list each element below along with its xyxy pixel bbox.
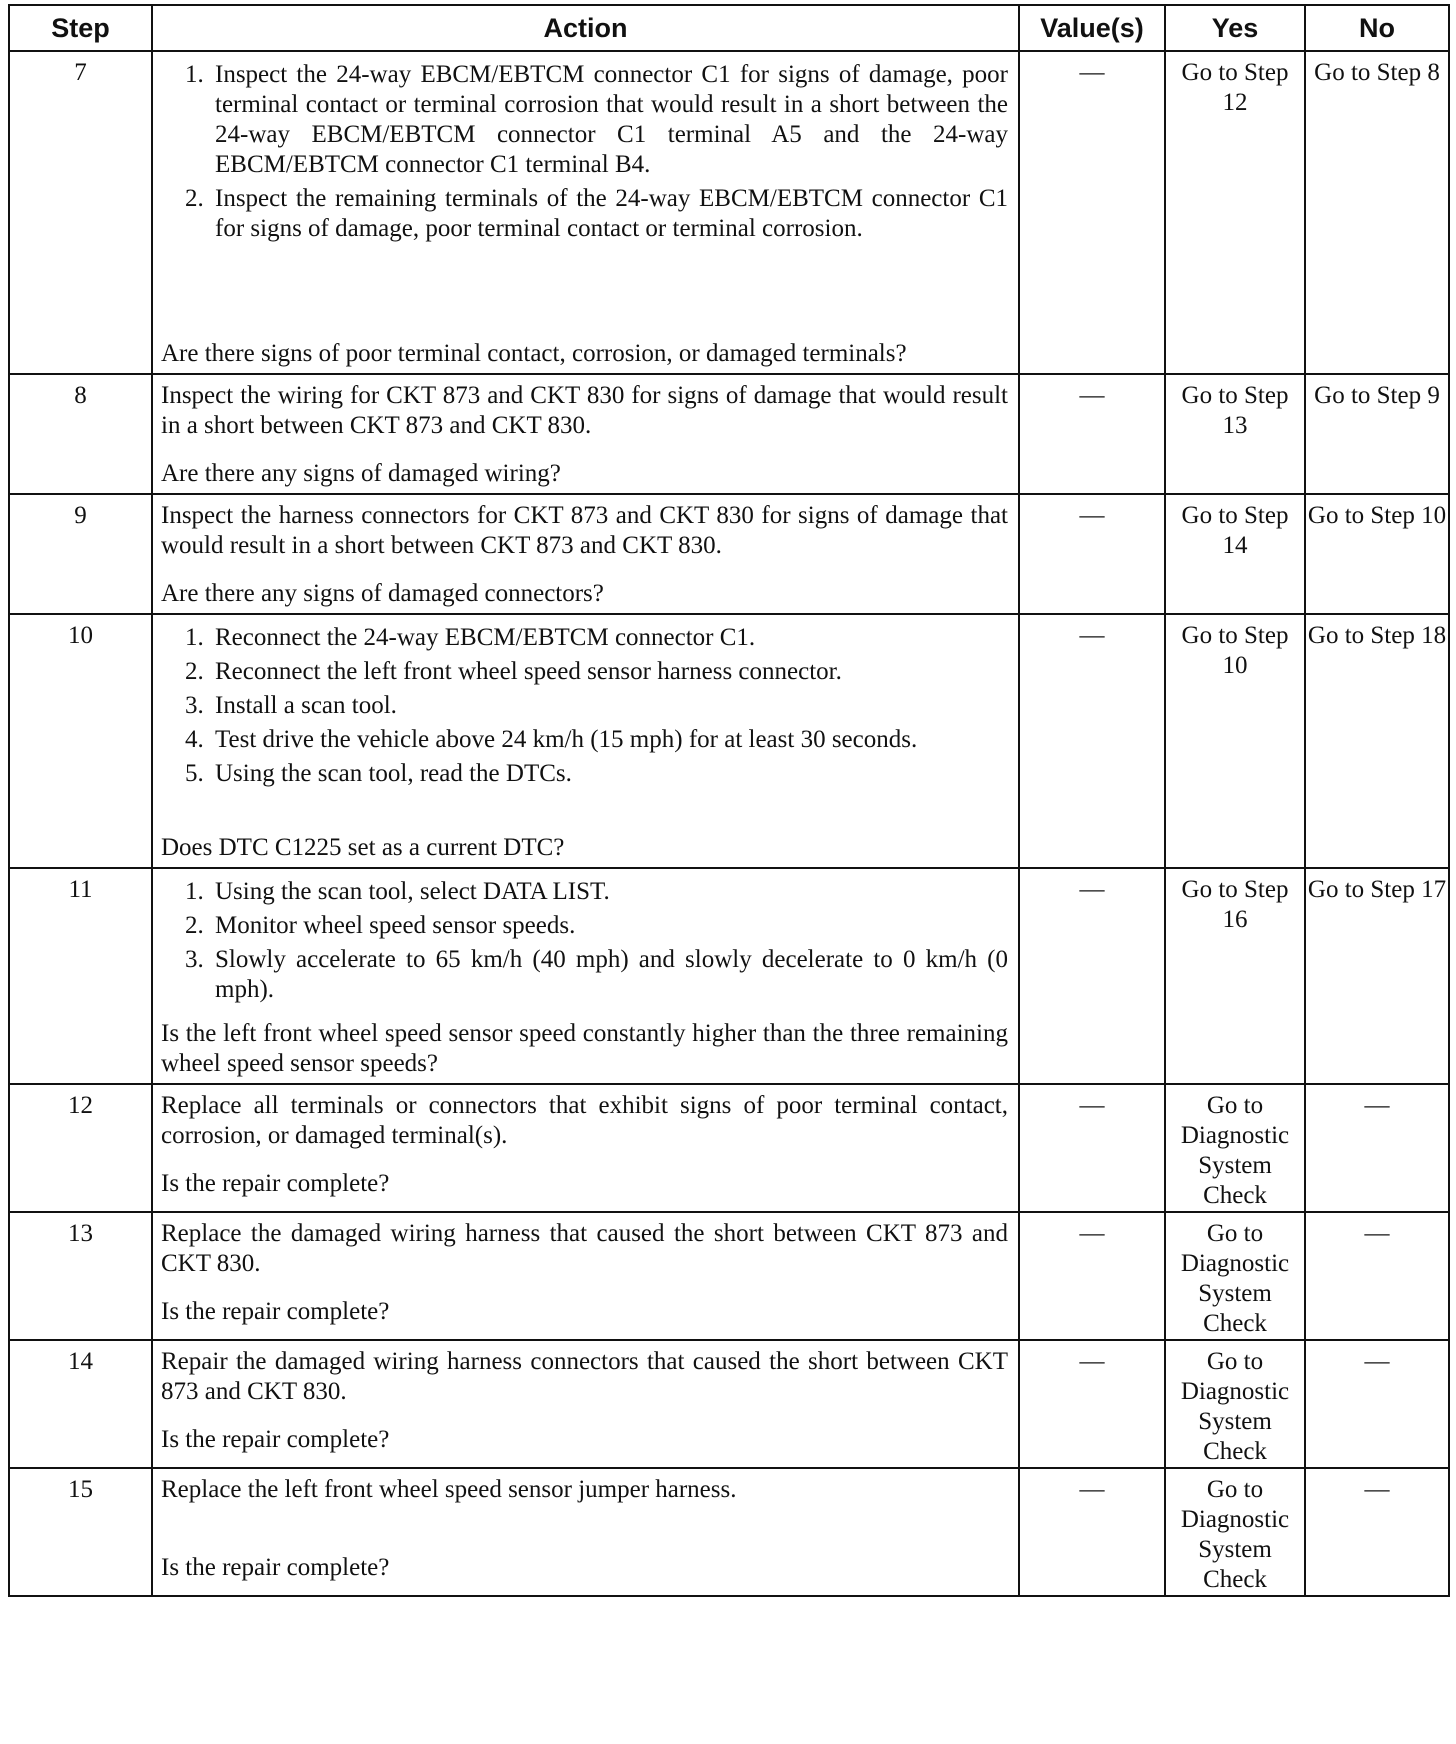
header-step: Step — [9, 5, 152, 51]
step-number: 9 — [9, 494, 152, 614]
table-row — [9, 1468, 1449, 1596]
step-number: 7 — [9, 51, 152, 374]
instruction-number: 3. — [185, 946, 204, 973]
action-question: Is the repair complete? — [161, 1298, 390, 1325]
yes-cell: Go to Step 12 — [1165, 51, 1305, 374]
no-cell: — — [1305, 1084, 1449, 1212]
action-cell — [152, 51, 1019, 374]
action-cell — [152, 1340, 1019, 1468]
instruction-item — [185, 623, 1008, 653]
step-number: 13 — [9, 1212, 152, 1340]
action-content — [161, 873, 1008, 1079]
action-instructions — [161, 873, 1008, 1009]
table-row — [9, 868, 1449, 1084]
instruction-text: Inspect the harness connectors for CKT 873 and CKT 830 for signs of damage that would result in a short between CKT 873 and CKT 830. — [161, 502, 1008, 559]
instruction-item — [185, 911, 1008, 941]
yes-cell: Go to Step 14 — [1165, 494, 1305, 614]
table-row — [9, 1084, 1449, 1212]
action-content — [161, 56, 1008, 369]
instruction-text: Reconnect the 24-way EBCM/EBTCM connector C1. — [215, 624, 756, 651]
instruction-item — [185, 60, 1008, 180]
action-content — [161, 1345, 1008, 1455]
instruction-item — [185, 184, 1008, 244]
value-cell: — — [1019, 1212, 1165, 1340]
header-no: No — [1305, 5, 1449, 51]
yes-cell: Go to Diagnostic System Check — [1165, 1084, 1305, 1212]
value-cell: — — [1019, 1084, 1165, 1212]
header-values: Value(s) — [1019, 5, 1165, 51]
action-instructions — [161, 1217, 1008, 1279]
table-row — [9, 374, 1449, 494]
instruction-text: Install a scan tool. — [215, 692, 397, 719]
action-content — [161, 1217, 1008, 1327]
instruction-text: Using the scan tool, read the DTCs. — [215, 760, 572, 787]
instruction-number: 1. — [185, 61, 204, 88]
action-question: Is the repair complete? — [161, 1554, 390, 1581]
no-cell: — — [1305, 1340, 1449, 1468]
no-cell: Go to Step 9 — [1305, 374, 1449, 494]
yes-cell: Go to Step 10 — [1165, 614, 1305, 868]
action-cell — [152, 614, 1019, 868]
value-cell: — — [1019, 868, 1165, 1084]
action-cell — [152, 374, 1019, 494]
action-question: Are there any signs of damaged wiring? — [161, 460, 561, 487]
no-cell: Go to Step 10 — [1305, 494, 1449, 614]
instruction-text: Replace the damaged wiring harness that caused the short between CKT 873 and CKT 830. — [161, 1220, 1008, 1277]
no-cell: — — [1305, 1468, 1449, 1596]
table-row — [9, 1212, 1449, 1340]
instruction-number: 4. — [185, 726, 204, 753]
instruction-text: Inspect the remaining terminals of the 24-way EBCM/EBTCM connector C1 for signs of damage, poor terminal contact or terminal corrosion. — [215, 185, 1008, 242]
action-cell — [152, 494, 1019, 614]
value-cell: — — [1019, 51, 1165, 374]
action-instructions — [161, 499, 1008, 561]
instruction-text: Replace all terminals or connectors that exhibit signs of poor terminal contact, corrosion, or damaged terminal(s). — [161, 1092, 1008, 1149]
step-number: 14 — [9, 1340, 152, 1468]
action-cell — [152, 1468, 1019, 1596]
action-cell — [152, 1084, 1019, 1212]
instruction-text: Inspect the 24-way EBCM/EBTCM connector C1 for signs of damage, poor terminal contact or terminal corrosion that would result in a short between the 24-way EBCM/EBTCM connector C1 terminal A5 and the 24-way EBCM/EBTCM connector C1 terminal B4. — [215, 61, 1008, 178]
step-number: 10 — [9, 614, 152, 868]
no-cell: Go to Step 18 — [1305, 614, 1449, 868]
step-number: 11 — [9, 868, 152, 1084]
value-cell: — — [1019, 1468, 1165, 1596]
table-body — [9, 51, 1449, 1596]
action-cell — [152, 868, 1019, 1084]
value-cell: — — [1019, 614, 1165, 868]
action-instructions — [161, 379, 1008, 441]
instruction-list — [161, 60, 1008, 244]
action-question: Is the left front wheel speed sensor speed constantly higher than the three remaining wheel speed sensor speeds? — [161, 1020, 1008, 1077]
no-cell: Go to Step 8 — [1305, 51, 1449, 374]
value-cell: — — [1019, 1340, 1165, 1468]
header-action: Action — [152, 5, 1019, 51]
action-instructions — [161, 619, 1008, 793]
action-question: Is the repair complete? — [161, 1170, 390, 1197]
step-number: 8 — [9, 374, 152, 494]
yes-cell: Go to Step 13 — [1165, 374, 1305, 494]
instruction-item — [185, 759, 1008, 789]
step-number: 15 — [9, 1468, 152, 1596]
instruction-text: Slowly accelerate to 65 km/h (40 mph) and slowly decelerate to 0 km/h (0 mph). — [215, 946, 1008, 1003]
instruction-item — [185, 657, 1008, 687]
instruction-number: 2. — [185, 912, 204, 939]
instruction-number: 2. — [185, 658, 204, 685]
instruction-number: 3. — [185, 692, 204, 719]
table-row — [9, 494, 1449, 614]
step-number: 12 — [9, 1084, 152, 1212]
table-header-row — [9, 5, 1449, 51]
action-instructions — [161, 1345, 1008, 1407]
diagnostic-table-page — [8, 4, 1448, 1597]
instruction-text: Repair the damaged wiring harness connectors that caused the short between CKT 873 and CKT 830. — [161, 1348, 1008, 1405]
action-instructions — [161, 56, 1008, 248]
instruction-item — [185, 725, 1008, 755]
yes-cell: Go to Diagnostic System Check — [1165, 1340, 1305, 1468]
yes-cell: Go to Diagnostic System Check — [1165, 1212, 1305, 1340]
instruction-text: Monitor wheel speed sensor speeds. — [215, 912, 576, 939]
instruction-number: 1. — [185, 624, 204, 651]
action-cell — [152, 1212, 1019, 1340]
value-cell: — — [1019, 374, 1165, 494]
instruction-list — [161, 623, 1008, 789]
instruction-item — [185, 691, 1008, 721]
yes-cell: Go to Step 16 — [1165, 868, 1305, 1084]
value-cell: — — [1019, 494, 1165, 614]
instruction-text: Reconnect the left front wheel speed sensor harness connector. — [215, 658, 842, 685]
instruction-number: 5. — [185, 760, 204, 787]
action-content — [161, 1473, 1008, 1583]
action-question: Does DTC C1225 set as a current DTC? — [161, 834, 565, 861]
yes-cell: Go to Diagnostic System Check — [1165, 1468, 1305, 1596]
table-row — [9, 51, 1449, 374]
action-question: Is the repair complete? — [161, 1426, 390, 1453]
instruction-list — [161, 877, 1008, 1005]
no-cell: — — [1305, 1212, 1449, 1340]
action-content — [161, 619, 1008, 863]
header-yes: Yes — [1165, 5, 1305, 51]
instruction-number: 2. — [185, 185, 204, 212]
action-question: Are there signs of poor terminal contact, corrosion, or damaged terminals? — [161, 340, 907, 367]
diagnostic-table — [8, 4, 1450, 1597]
instruction-text: Replace the left front wheel speed sensor jumper harness. — [161, 1476, 737, 1503]
action-instructions — [161, 1473, 1008, 1505]
action-content — [161, 379, 1008, 489]
instruction-item — [185, 877, 1008, 907]
action-question: Are there any signs of damaged connectors? — [161, 580, 604, 607]
action-instructions — [161, 1089, 1008, 1151]
instruction-text: Using the scan tool, select DATA LIST. — [215, 878, 610, 905]
action-content — [161, 499, 1008, 609]
action-content — [161, 1089, 1008, 1199]
instruction-number: 1. — [185, 878, 204, 905]
table-row — [9, 614, 1449, 868]
instruction-item — [185, 945, 1008, 1005]
no-cell: Go to Step 17 — [1305, 868, 1449, 1084]
instruction-text: Inspect the wiring for CKT 873 and CKT 830 for signs of damage that would result in a short between CKT 873 and CKT 830. — [161, 382, 1008, 439]
instruction-text: Test drive the vehicle above 24 km/h (15 mph) for at least 30 seconds. — [215, 726, 918, 753]
table-row — [9, 1340, 1449, 1468]
